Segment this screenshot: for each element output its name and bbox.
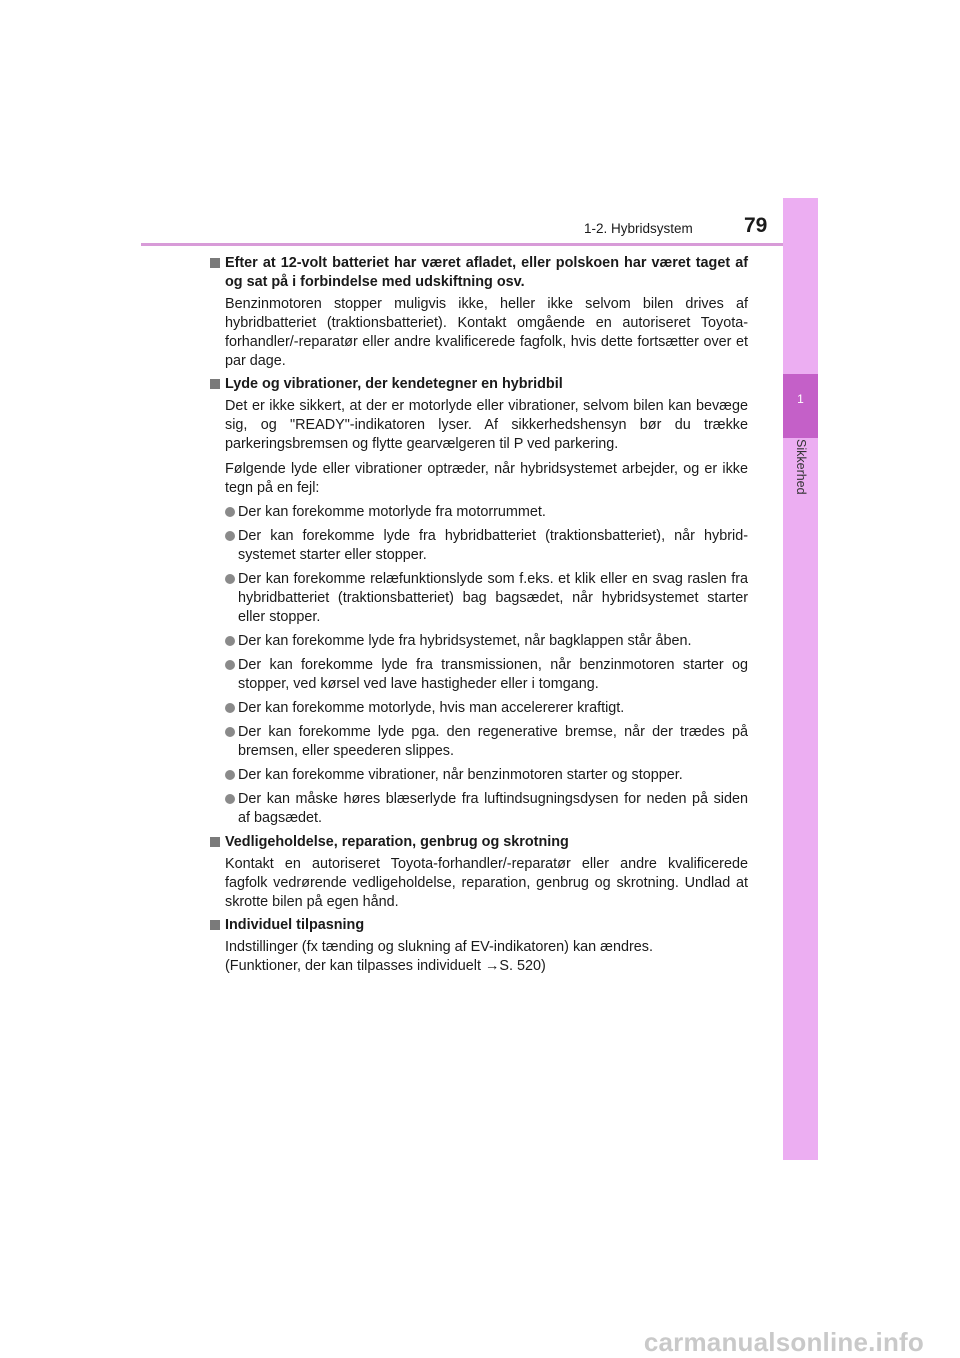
paragraph: Kontakt en autoriseret Toyota-forhandler/-reparatør eller andre kvalificerede fagfolk vedrørende vedligeholdelse, reparation, genbrug og skrotning. Undlad at skrotte bilen på egen hånd.: [225, 856, 748, 910]
section-customization: [210, 916, 748, 976]
sound-list: [225, 503, 748, 828]
list-item: Der kan forekomme vibrationer, når benzinmotoren starter og stopper.: [225, 766, 748, 785]
list-item: Der kan forekomme lyde pga. den regenerative bremse, når der trædes på bremsen, eller speederen slippes.: [225, 723, 748, 761]
paragraph: Følgende lyde eller vibrationer optræder, når hybridsystemet arbejder, og er ikke tegn på en fejl:: [225, 461, 748, 496]
chapter-tab-active: [783, 374, 818, 438]
page-number: 79: [744, 214, 768, 237]
circle-bullet-icon: [225, 794, 235, 804]
paragraph: Det er ikke sikkert, at der er motorlyde eller vibrationer, selvom bilen kan bevæge sig, og "READY"-indikatoren lyser. Af sikkerhedshensyn bør du trække parkeringsbremsen og flytte gearvælgeren til P ved parkering.: [225, 398, 748, 452]
list-item: Der kan forekomme lyde fra transmissionen, når benzinmotoren starter og stopper, ved kørsel ved lave hastigheder eller i tomgang.: [225, 656, 748, 694]
square-bullet-icon: [210, 837, 220, 847]
circle-bullet-icon: [225, 574, 235, 584]
list-item: Der kan forekomme motorlyde, hvis man accelererer kraftigt.: [225, 699, 748, 718]
page-reference-link[interactable]: (Funktioner, der kan tilpasses individuelt →S. 520): [225, 958, 546, 974]
section-battery: [210, 254, 748, 371]
section-heading: Efter at 12-volt batteriet har været afladet, eller polskoen har været taget af og sat på i forbindelse med udskiftning osv.: [225, 255, 748, 290]
section-sounds: [210, 375, 748, 828]
circle-bullet-icon: [225, 636, 235, 646]
paragraph: Indstillinger (fx tænding og slukning af EV-indikatoren) kan ændres.: [225, 939, 653, 955]
page-content: [210, 254, 748, 980]
section-heading: Lyde og vibrationer, der kendetegner en hybridbil: [225, 376, 563, 392]
square-bullet-icon: [210, 258, 220, 268]
chapter-tab: [783, 198, 818, 1160]
circle-bullet-icon: [225, 507, 235, 517]
circle-bullet-icon: [225, 531, 235, 541]
list-item: Der kan forekomme lyde fra hybridbatteriet (traktionsbatteriet), når hybrid-systemet starter eller stopper.: [225, 527, 748, 565]
section-title: 1-2. Hybridsystem: [584, 221, 693, 236]
list-item: Der kan forekomme lyde fra hybridsystemet, når bagklappen står åben.: [225, 632, 748, 651]
list-item: Der kan måske høres blæserlyde fra luftindsugningsdysen for neden på siden af bagsædet.: [225, 790, 748, 828]
circle-bullet-icon: [225, 727, 235, 737]
list-item: Der kan forekomme motorlyde fra motorrummet.: [225, 503, 748, 522]
list-item: Der kan forekomme relæfunktionslyde som f.eks. et klik eller en svag raslen fra hybridbatteriet (traktionsbatteriet) bag bagsædet, når hybridsystemet starter eller stopper.: [225, 570, 748, 627]
square-bullet-icon: [210, 920, 220, 930]
chapter-number: 1: [797, 392, 804, 406]
header-divider: [141, 243, 817, 246]
square-bullet-icon: [210, 379, 220, 389]
watermark: carmanualsonline.info: [643, 1327, 924, 1357]
circle-bullet-icon: [225, 703, 235, 713]
section-heading: Vedligeholdelse, reparation, genbrug og skrotning: [225, 834, 569, 850]
section-heading: Individuel tilpasning: [225, 917, 365, 933]
section-maintenance: [210, 833, 748, 912]
paragraph: Benzinmotoren stopper muligvis ikke, heller ikke selvom bilen drives af hybridbatteriet (traktionsbatteriet). Kontakt omgående en autoriseret Toyota-forhandler/-reparatør eller andre kvalificerede fagfolk, hvis dette fortsætter over et par dage.: [225, 296, 748, 369]
circle-bullet-icon: [225, 660, 235, 670]
chapter-label: Sikkerhed: [794, 439, 808, 495]
circle-bullet-icon: [225, 770, 235, 780]
